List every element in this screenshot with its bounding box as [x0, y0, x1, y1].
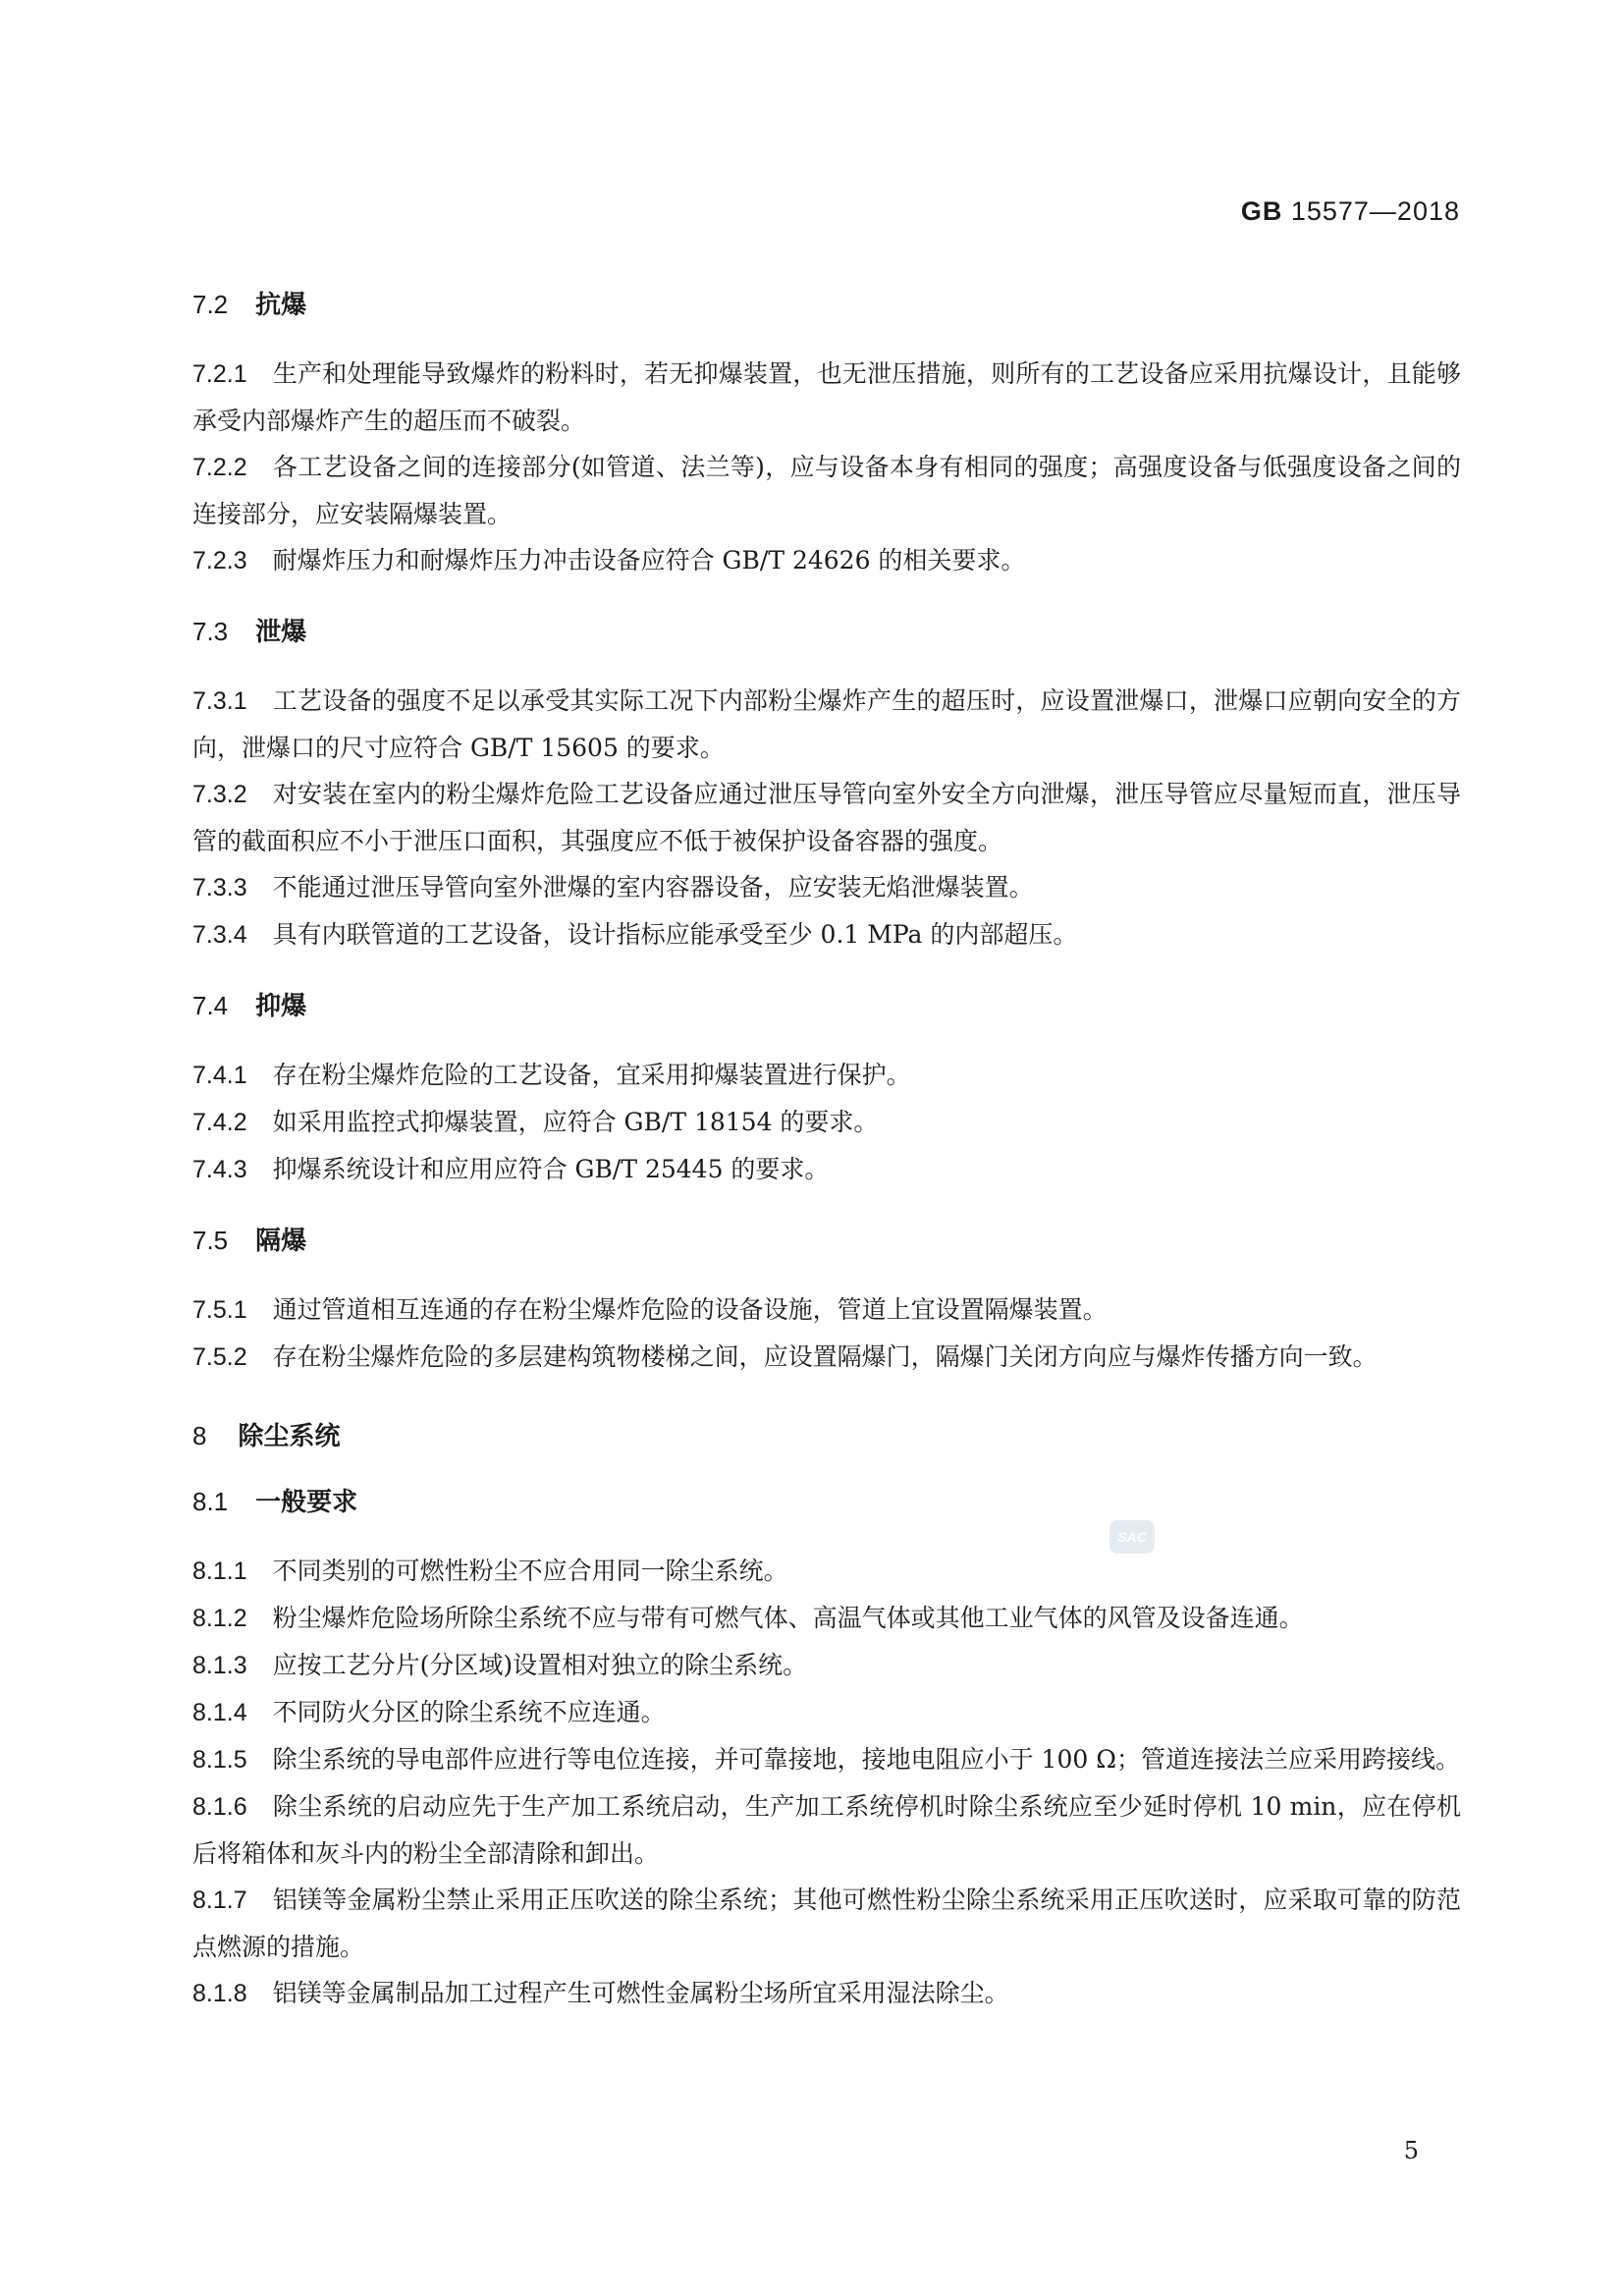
clause: 7.4.3 抑爆系统设计和应用应符合 GB/T 25445 的要求。: [192, 1155, 830, 1183]
page-number: 5: [1403, 2137, 1419, 2164]
clause: 8.1.2 粉尘爆炸危险场所除尘系统不应与带有可燃气体、高温气体或其他工业气体的风管及设备连通。: [192, 1604, 1304, 1632]
section-7-3: [192, 612, 1461, 958]
section-heading: 7.4 抑爆: [192, 991, 307, 1021]
clause: 7.3.4 具有内联管道的工艺设备，设计指标应能承受至少 0.1 MPa 的内部超压。: [192, 920, 1078, 949]
clause: 7.4.1 存在粉尘爆炸危险的工艺设备，宜采用抑爆装置进行保护。: [192, 1061, 911, 1089]
section-7-5: [192, 1221, 1461, 1381]
clause: 8.1.3 应按工艺分片(分区域)设置相对独立的除尘系统。: [192, 1651, 808, 1679]
standard-number: 15577—2018: [1290, 196, 1460, 226]
clause: 8.1.5 除尘系统的导电部件应进行等电位连接，并可靠接地，接地电阻应小于 100 Ω；管道连接法兰应采用跨接线。: [192, 1745, 1460, 1774]
clause: 8.1.4 不同防火分区的除尘系统不应连通。: [192, 1698, 666, 1726]
clause: 7.4.2 如采用监控式抑爆装置，应符合 GB/T 18154 的要求。: [192, 1108, 879, 1136]
clause: 7.3.3 不能通过泄压导管向室外泄爆的室内容器设备，应安装无焰泄爆装置。: [192, 873, 1034, 902]
clause: 7.5.1 通过管道相互连通的存在粉尘爆炸危险的设备设施，管道上宜设置隔爆装置。: [192, 1295, 1108, 1324]
standard-code: [1241, 196, 1460, 227]
clause: 7.5.2 存在粉尘爆炸危险的多层建构筑物楼梯之间，应设置隔爆门，隔爆门关闭方向应与爆炸传播方向一致。: [192, 1342, 1378, 1371]
clause: 8.1.8 铝镁等金属制品加工过程产生可燃性金属粉尘场所宜采用湿法除尘。: [192, 1979, 1009, 2007]
clause: 7.3.2 对安装在室内的粉尘爆炸危险工艺设备应通过泄压导管向室外安全方向泄爆，泄压导管应尽量短而直，泄压导管的截面积应不小于泄压口面积，其强度应不低于被保护设备容器的强度。: [192, 780, 1461, 855]
standard-prefix: GB: [1240, 196, 1283, 226]
clause: 7.3.1 工艺设备的强度不足以承受其实际工况下内部粉尘爆炸产生的超压时，应设置泄爆口，泄爆口应朝向安全的方向，泄爆口的尺寸应符合 GB/T 15605 的要求。: [192, 686, 1461, 762]
clause: 7.2.1 生产和处理能导致爆炸的粉料时，若无抑爆装置，也无泄压措施，则所有的工艺设备应采用抗爆设计，且能够承受内部爆炸产生的超压而不破裂。: [192, 359, 1461, 435]
clause: 8.1.1 不同类别的可燃性粉尘不应合用同一除尘系统。: [192, 1557, 788, 1585]
section-heading: 7.3 泄爆: [192, 617, 307, 647]
document-body: [192, 285, 1461, 2045]
section-7-2: [192, 285, 1461, 584]
section-7-4: [192, 986, 1461, 1193]
sac-watermark-logo: SAC: [1109, 1520, 1155, 1554]
clause: 7.2.3 耐爆炸压力和耐爆炸压力冲击设备应符合 GB/T 24626 的相关要求。: [192, 546, 1026, 574]
section-heading: 7.2 抗爆: [192, 290, 307, 320]
chapter-heading: 8 除尘系统: [192, 1421, 341, 1451]
clause: 8.1.7 铝镁等金属粉尘禁止采用正压吹送的除尘系统；其他可燃性粉尘除尘系统采用正压吹送时，应采取可靠的防范点燃源的措施。: [192, 1886, 1461, 1961]
clause: 8.1.6 除尘系统的启动应先于生产加工系统启动，生产加工系统停机时除尘系统应至少延时停机 10 min，应在停机后将箱体和灰斗内的粉尘全部清除和卸出。: [192, 1792, 1461, 1868]
clause: 7.2.2 各工艺设备之间的连接部分(如管道、法兰等)，应与设备本身有相同的强度；高强度设备与低强度设备之间的连接部分，应安装隔爆装置。: [192, 453, 1461, 528]
section-heading: 7.5 隔爆: [192, 1226, 307, 1256]
section-8-1: [192, 1482, 1461, 2017]
section-heading: 8.1 一般要求: [192, 1487, 358, 1517]
